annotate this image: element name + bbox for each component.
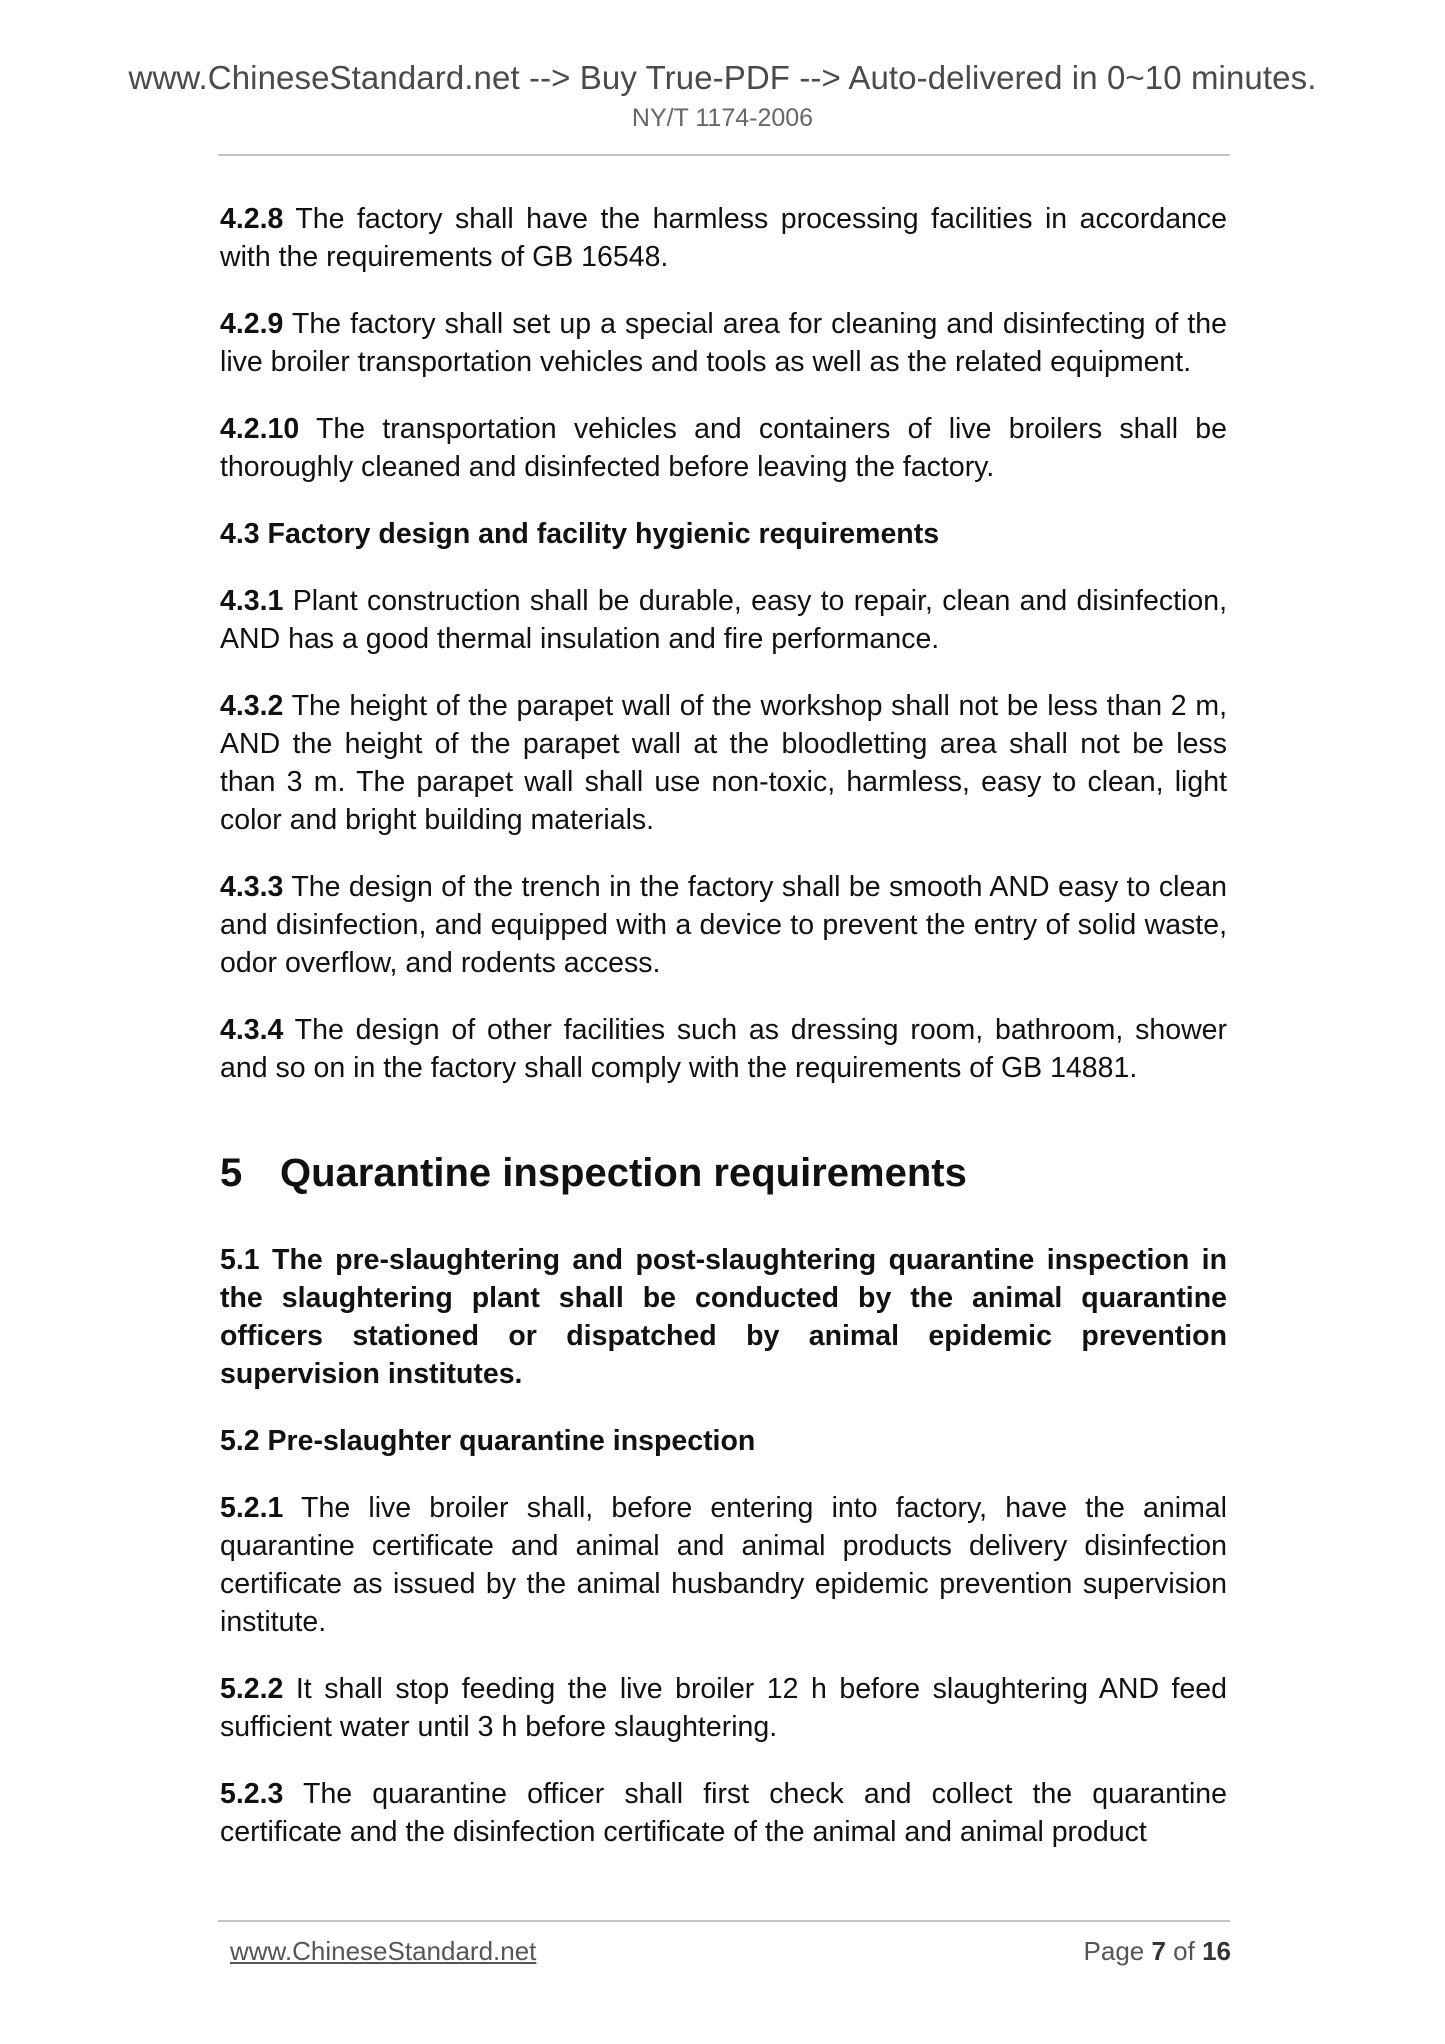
page-content [220,200,1227,1880]
clause-number: 4.2.8 [220,203,284,235]
clause-text: The live broiler shall, before entering into factory, have the animal quarantine certificate and animal and animal products delivery disinfection certificate as issued by the animal husbandry epidemic prevention supervision institute. [220,1492,1227,1638]
clause-text: The height of the parapet wall of the workshop shall not be less than 2 m, AND the height of the parapet wall at the bloodletting area shall not be less than 3 m. The parapet wall shall use non-toxic, harmless, easy to clean, light color and bright building materials. [220,690,1227,836]
clause-5-1: 5.1 The pre-slaughtering and post-slaughtering quarantine inspection in the slaughtering plant shall be conducted by the animal quarantine officers stationed or dispatched by animal epidemic prevention supervision institutes. [220,1244,1227,1390]
heading-4-3: 4.3 Factory design and facility hygienic requirements [220,518,940,550]
clause-number: 5.2.3 [220,1778,284,1810]
clause-number: 4.2.9 [220,308,284,340]
clause-text: Plant construction shall be durable, easy to repair, clean and disinfection, AND has a good thermal insulation and fire performance. [220,585,1227,655]
clause-text: The design of the trench in the factory shall be smooth AND easy to clean and disinfection, and equipped with a device to prevent the entry of solid waste, odor overflow, and rodents access. [220,871,1227,979]
page-current: 7 [1151,1936,1166,1966]
clause-5-2-1 [220,1489,1227,1641]
footer-divider [218,1920,1230,1922]
clause-text: The factory shall have the harmless processing facilities in accordance with the requirements of GB 16548. [220,203,1227,273]
page-label: Page [1083,1936,1152,1966]
clause-number: 4.3.3 [220,871,284,903]
clause-number: 5.2.2 [220,1673,284,1705]
header-divider [218,154,1230,156]
clause-5-2-3 [220,1775,1227,1851]
clause-4-2-10 [220,410,1227,486]
clause-4-3-1 [220,582,1227,658]
clause-4-3-3 [220,868,1227,982]
clause-text: The factory shall set up a special area for cleaning and disinfecting of the live broiler transportation vehicles and tools as well as the related equipment. [220,308,1227,378]
clause-number: 5.2.1 [220,1492,284,1524]
clause-number: 4.2.10 [220,413,300,445]
clause-5-2-2 [220,1670,1227,1746]
footer-website-link[interactable]: www.ChineseStandard.net [230,1936,537,1966]
clause-4-2-9 [220,305,1227,381]
page-of: of [1165,1936,1203,1966]
clause-number: 4.3.2 [220,690,284,722]
clause-number: 4.3.1 [220,585,284,617]
section-number: 5 [220,1151,243,1195]
clause-text: The transportation vehicles and containers of live broilers shall be thoroughly cleaned and disinfected before leaving the factory. [220,413,1227,483]
clause-number: 4.3.4 [220,1014,284,1046]
clause-text: The design of other facilities such as dressing room, bathroom, shower and so on in the factory shall comply with the requirements of GB 14881. [220,1014,1227,1084]
header-banner: www.ChineseStandard.net --> Buy True-PDF --> Auto-delivered in 0~10 minutes. [128,59,1317,96]
clause-4-2-8 [220,200,1227,276]
clause-text: The quarantine officer shall first check and collect the quarantine certificate and the disinfection certificate of the animal and animal product [220,1778,1227,1848]
page-indicator [1084,1935,1231,1967]
clause-4-3-4 [220,1011,1227,1087]
clause-4-3-2 [220,687,1227,839]
page-total: 16 [1202,1936,1231,1966]
heading-5-2: 5.2 Pre-slaughter quarantine inspection [220,1425,756,1457]
standard-code: NY/T 1174-2006 [631,104,814,132]
clause-text: It shall stop feeding the live broiler 12 h before slaughtering AND feed sufficient water until 3 h before slaughtering. [220,1673,1227,1743]
section-5-heading [220,1149,1227,1197]
section-title: Quarantine inspection requirements [280,1151,967,1195]
